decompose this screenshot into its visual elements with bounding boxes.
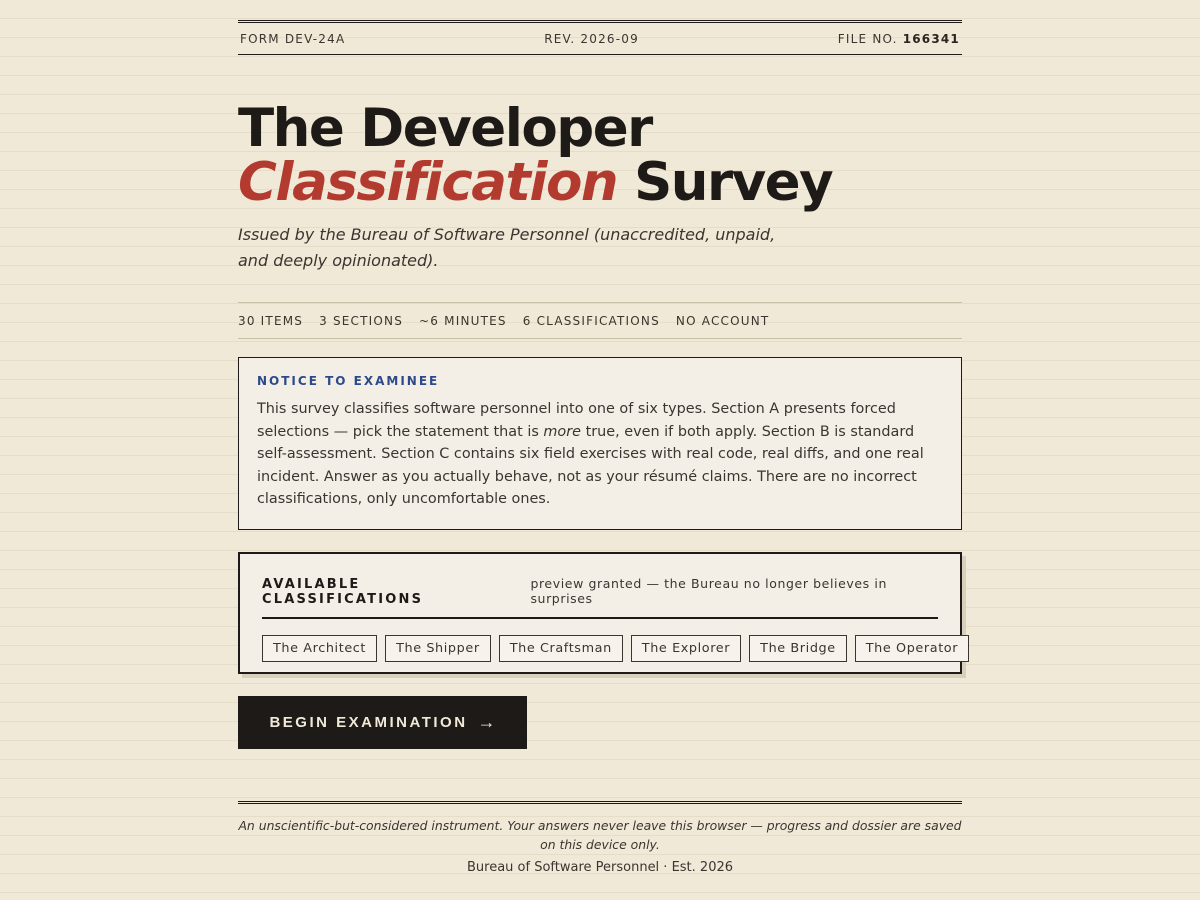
classifications-header (262, 576, 938, 619)
title-accent: Classification (238, 152, 618, 213)
begin-examination-button[interactable] (238, 696, 527, 749)
arrow-right-icon: → (477, 712, 496, 732)
classification-chip-bridge: The Bridge (749, 635, 847, 662)
title-line1: The Developer (238, 98, 652, 159)
survey-page (238, 0, 962, 900)
begin-button-label: BEGIN EXAMINATION (269, 714, 468, 731)
title-rest: Survey (634, 152, 833, 213)
form-label: FORM DEV-24A (240, 31, 346, 46)
meta-items: 30 ITEMS (238, 313, 304, 328)
meta-classifications: 6 CLASSIFICATIONS (522, 313, 660, 328)
classification-chip-architect: The Architect (262, 635, 377, 662)
page-title (238, 98, 962, 213)
classifications-note: preview granted — the Bureau no longer believes in surprises (530, 576, 887, 606)
page-subtitle: Issued by the Bureau of Software Personnel (unaccredited, unpaid, and deeply opinionated). (238, 225, 776, 270)
file-number (838, 32, 960, 46)
file-number-prefix: FILE NO. (837, 31, 898, 46)
meta-account: NO ACCOUNT (675, 313, 770, 328)
footer-signature: Bureau of Software Personnel · Est. 2026 (466, 860, 734, 875)
classification-chip-operator: The Operator (855, 635, 969, 662)
file-number-value: 166341 (902, 31, 960, 46)
notice-text-b: true, even if both apply. Section B is standard self-assessment. Section C contains six field exercises with real code, real diffs, and one real incident. Answer as you actually behave, not as your résumé claims. There are no incorrect classifications, only uncomfortable ones. (257, 423, 924, 508)
classifications-panel (238, 552, 962, 674)
meta-sections: 3 SECTIONS (319, 313, 404, 328)
survey-meta (238, 302, 962, 339)
footer-divider (238, 801, 962, 805)
notice-text (257, 398, 943, 511)
notice-text-emphasis: more (543, 423, 581, 440)
classification-chip-explorer: The Explorer (631, 635, 741, 662)
classifications-title: AVAILABLE CLASSIFICATIONS (262, 577, 424, 607)
classification-list (262, 635, 959, 662)
classification-chip-craftsman: The Craftsman (499, 635, 623, 662)
classification-chip-shipper: The Shipper (385, 635, 491, 662)
meta-duration: ~6 MINUTES (419, 313, 507, 328)
form-header (238, 20, 962, 55)
revision-label: REV. 2026-09 (544, 31, 639, 46)
notice-text-a: This survey classifies software personnel into one of six types. Section A presents forced selections — pick the statement that is (257, 401, 896, 440)
notice-title: NOTICE TO EXAMINEE (257, 374, 440, 388)
notice-box (238, 357, 962, 530)
footer-note: An unscientific-but-considered instrument. Your answers never leave this browser — progress and dossier are saved on this device only. (238, 818, 962, 852)
